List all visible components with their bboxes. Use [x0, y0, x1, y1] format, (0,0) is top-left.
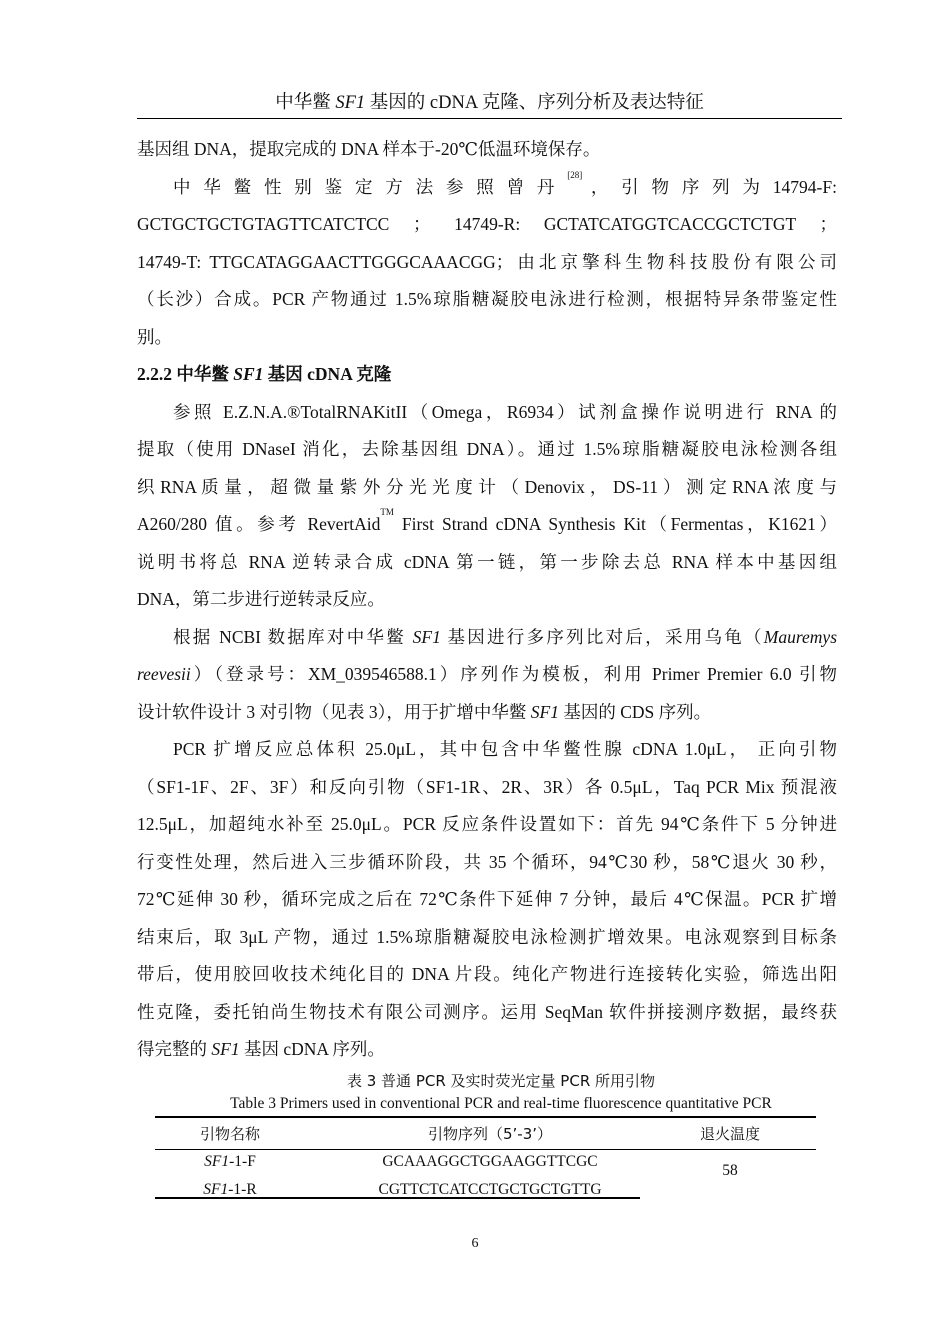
p3-line3-post: 基因的 CDS 序列。: [558, 701, 712, 722]
p3-line2-rest: ）（登录号：XM_039546588.1）序列作为模板，利用 Primer Premier 6.0 引物: [190, 664, 837, 684]
p4-line6: 结束后，取 3μL 产物，通过 1.5%琼脂糖凝胶电泳检测扩增效果。电泳观察到目标条: [137, 926, 837, 947]
p4-line1: PCR 扩增反应总体积 25.0μL，其中包含中华鳖性腺 cDNA 1.0μL， 正向引物: [173, 739, 837, 759]
table-bottom-rule: [155, 1197, 640, 1199]
citation: [28]: [567, 169, 583, 180]
table-row-2-seq: CGTTCTCATCCTGCTGCTGTTG: [378, 1181, 602, 1198]
p2-line4-pre: A260/280 值。参考 RevertAid: [137, 514, 381, 534]
row1-gene: SF1: [204, 1153, 230, 1170]
trademark: TM: [380, 507, 394, 517]
p1-line1-main: 中 华 鳖 性 别 鉴 定 方 法 参 照 曾 丹: [173, 176, 568, 197]
p2-line4-post: First Strand cDNA Synthesis Kit（Fermentas，K1621）: [393, 514, 837, 534]
p1-line3: 14749-T: TTGCATAGGAACTTGGGCAAACGG；由北京擎科生物科技股份有限公司: [137, 251, 837, 272]
paragraph-3: [137, 619, 837, 732]
p3-line3-pre: 设计软件设计 3 对引物（见表 3），用于扩增中华鳖: [137, 701, 531, 722]
heading-gene: SF1: [233, 364, 264, 384]
table-top-rule: [155, 1116, 816, 1118]
p2-line6: DNA，第二步进行逆转录反应。: [137, 589, 385, 609]
p2-line1: 参照 E.Z.N.A.®TotalRNAKitII（Omega，R6934）试剂盒操作说明进行 RNA 的: [173, 401, 837, 422]
row2-gene: SF1: [203, 1181, 229, 1198]
species-epithet: reevesii: [137, 664, 191, 684]
heading-pre: 2.2.2 中华鳖: [137, 364, 234, 384]
table-row-1-name: [155, 1153, 305, 1171]
p4-line8: 性克隆，委托铂尚生物技术有限公司测序。运用 SeqMan 软件拼接测序数据，最终获: [137, 1001, 837, 1022]
species-genus: Mauremys: [763, 626, 838, 647]
table-header-name: 引物名称: [199, 1125, 260, 1143]
p3-gene: SF1: [412, 626, 441, 647]
p3-line1-mid: 基因进行多序列比对后，采用乌龟（: [440, 626, 764, 647]
p4-gene: SF1: [211, 1039, 240, 1059]
p4-line3: 12.5μL，加超纯水补至 25.0μL。PCR 反应条件设置如下：首先 94℃条件下 5 分钟进: [137, 814, 837, 834]
table-header-anneal: 退火温度: [699, 1125, 760, 1143]
paragraph-1: [137, 169, 837, 357]
p3-line1-pre: 根据 NCBI 数据库对中华鳖: [173, 626, 413, 647]
heading-post: 基因 cDNA 克隆: [263, 364, 392, 384]
p4-line7: 带后，使用胶回收技术纯化目的 DNA 片段。纯化产物进行连接转化实验，筛选出阳: [137, 964, 837, 984]
header-title-pre: 中华鳖: [275, 93, 336, 113]
paragraph-0: 基因组 DNA，提取完成的 DNA 样本于-20℃低温环境保存。: [137, 139, 601, 159]
table-header-rule: [155, 1149, 816, 1150]
p2-line3: 织 RNA 质 量 ， 超 微 量 紫 外 分 光 光 度 计 （ Denovix ， DS-11 ） 测 定 RNA 浓 度 与: [137, 476, 837, 497]
paragraph-2: [137, 394, 837, 619]
p1-line1-rest: ， 引 物 序 列 为 14794-F:: [582, 176, 837, 197]
p3-line3-gene: SF1: [530, 701, 559, 722]
row2-suffix: -1-R: [228, 1181, 257, 1198]
p2-line5: 说明书将总 RNA 逆转录合成 cDNA 第一链，第一步除去总 RNA 样本中基因组: [137, 551, 837, 572]
page-number: 6: [471, 1236, 479, 1251]
p4-line9: [137, 1031, 837, 1069]
section-heading: [137, 356, 837, 394]
table-caption-en: Table 3 Primers used in conventional PCR and real-time fluorescence quantitative PCR: [230, 1095, 772, 1112]
table-caption-cn: 表 3 普通 PCR 及实时荧光定量 PCR 所用引物: [346, 1072, 656, 1090]
p1-line4: （长沙）合成。PCR 产物通过 1.5%琼脂糖凝胶电泳进行检测，根据特异条带鉴定性: [137, 289, 837, 309]
p4-line9-pre: 得完整的: [137, 1039, 212, 1059]
table-row-1-seq: GCAAAGGCTGGAAGGTTCGC: [382, 1153, 598, 1170]
p3-line1: [137, 619, 837, 657]
header-title-post: 基因的 cDNA 克隆、序列分析及表达特征: [365, 93, 704, 113]
body-text: [137, 131, 837, 1069]
header-gene: SF1: [335, 93, 366, 113]
row1-suffix: -1-F: [229, 1153, 256, 1170]
p4-line5: 72℃延伸 30 秒，循环完成之后在 72℃条件下延伸 7 分钟，最后 4℃保温。PCR 扩增: [137, 889, 837, 909]
p3-line2: [137, 656, 837, 694]
p2-line2: 提取（使用 DNaseI 消化，去除基因组 DNA）。通过 1.5%琼脂糖凝胶电泳检测各组: [137, 439, 837, 459]
p1-line2: GCTGCTGCTGTAGTTCATCTCC ； 14749-R: GCTATCATGGTCACCGCTCTGT ；: [137, 214, 837, 234]
p4-line9-post: 基因 cDNA 序列。: [239, 1039, 385, 1059]
p3-line3: [137, 694, 837, 732]
running-header: [137, 90, 842, 119]
p4-line2: （SF1-1F、2F、3F）和反向引物（SF1-1R、2R、3R）各 0.5μL，Taq PCR Mix 预混液: [137, 776, 837, 797]
table-header-sequence: 引物序列（5’-3’）: [427, 1125, 553, 1143]
p1-line1: [137, 169, 837, 207]
p4-line4: 行变性处理，然后进入三步循环阶段，共 35 个循环，94℃30 秒，58℃退火 30 秒，: [137, 851, 837, 872]
p1-line5: 别。: [137, 326, 172, 347]
paragraph-4: [137, 731, 837, 1069]
table-anneal-temp: 58: [722, 1162, 738, 1179]
p2-line4: [137, 506, 837, 544]
